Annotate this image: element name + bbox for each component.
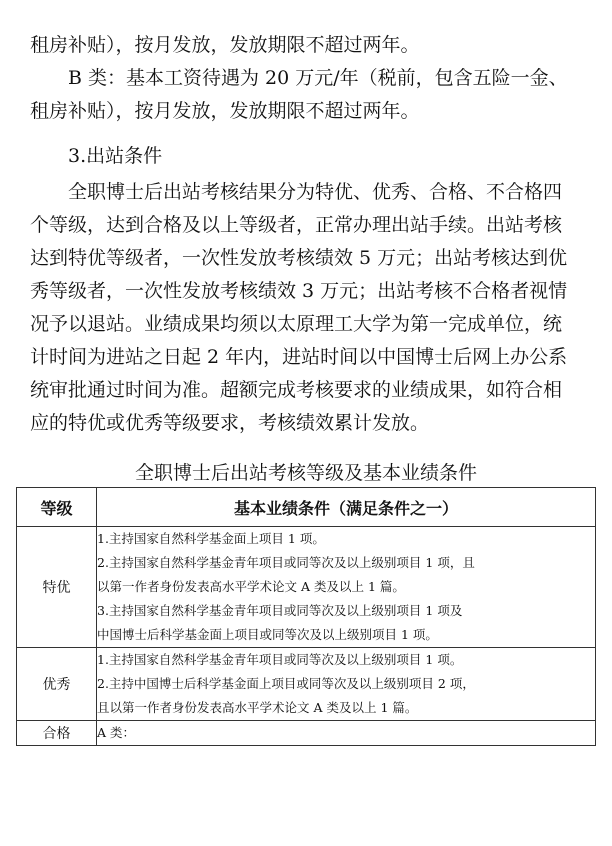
paragraph-3 (30, 176, 592, 440)
condition-line: A 类： (97, 725, 136, 740)
condition-line: 3.主持国家自然科学基金青年项目或同等次及以上级别项目 1 项及 (97, 603, 463, 618)
condition-line: 2.主持中国博士后科学基金面上项目或同等次及以上级别项目 2 项， (97, 676, 475, 691)
text-line: 租房补贴），按月发放，发放期限不超过两年。 (30, 34, 420, 56)
table-row (17, 527, 596, 648)
paragraph-2 (30, 62, 592, 128)
header-conditions: 基本业绩条件（满足条件之一） (97, 488, 596, 527)
condition-line: 2.主持国家自然科学基金青年项目或同等次及以上级别项目 1 项，且 (97, 555, 475, 570)
level-cell: 特优 (17, 527, 97, 648)
text-line: 况予以退站。业绩成果均须以太原理工大学为第一完成单位，统 (30, 313, 563, 335)
text-line: 租房补贴），按月发放，发放期限不超过两年。 (30, 100, 420, 122)
condition-line: 1.主持国家自然科学基金青年项目或同等次及以上级别项目 1 项。 (97, 652, 463, 667)
text-line: B 类：基本工资待遇为 20 万元/年（税前，包含五险一金、 (68, 67, 568, 89)
text-line: 全职博士后出站考核结果分为特优、优秀、合格、不合格四 (68, 181, 563, 203)
condition-line: 以第一作者身份发表高水平学术论文 A 类及以上 1 篇。 (97, 579, 405, 594)
conditions-cell (97, 527, 596, 648)
section-heading: 3.出站条件 (68, 145, 163, 167)
text-line: 达到特优等级者，一次性发放考核绩效 5 万元；出站考核达到优 (30, 247, 568, 269)
table-row (17, 721, 596, 746)
condition-line: 中国博士后科学基金面上项目或同等次及以上级别项目 1 项。 (97, 627, 438, 642)
condition-line: 1.主持国家自然科学基金面上项目 1 项。 (97, 531, 325, 546)
level-cell: 合格 (17, 721, 97, 746)
table-title: 全职博士后出站考核等级及基本业绩条件 (134, 462, 477, 484)
text-line: 秀等级者，一次性发放考核绩效 3 万元；出站考核不合格者视情 (30, 280, 568, 302)
text-line: 个等级，达到合格及以上等级者，正常办理出站手续。出站考核 (30, 214, 563, 236)
assessment-table (16, 487, 596, 746)
table-header-row (17, 488, 596, 527)
text-line: 统审批通过时间为准。超额完成考核要求的业绩成果，如符合相 (30, 379, 563, 401)
conditions-cell (97, 721, 596, 746)
text-line: 应的特优或优秀等级要求，考核绩效累计发放。 (30, 412, 430, 434)
section-heading-exit-conditions (30, 140, 592, 173)
level-cell: 优秀 (17, 648, 97, 721)
text-line: 计时间为进站之日起 2 年内，进站时间以中国博士后网上办公系 (30, 346, 568, 368)
condition-line: 且以第一作者身份发表高水平学术论文 A 类及以上 1 篇。 (97, 700, 418, 715)
paragraph-1 (30, 29, 592, 62)
header-level: 等级 (17, 488, 97, 527)
conditions-cell (97, 648, 596, 721)
table-row (17, 648, 596, 721)
